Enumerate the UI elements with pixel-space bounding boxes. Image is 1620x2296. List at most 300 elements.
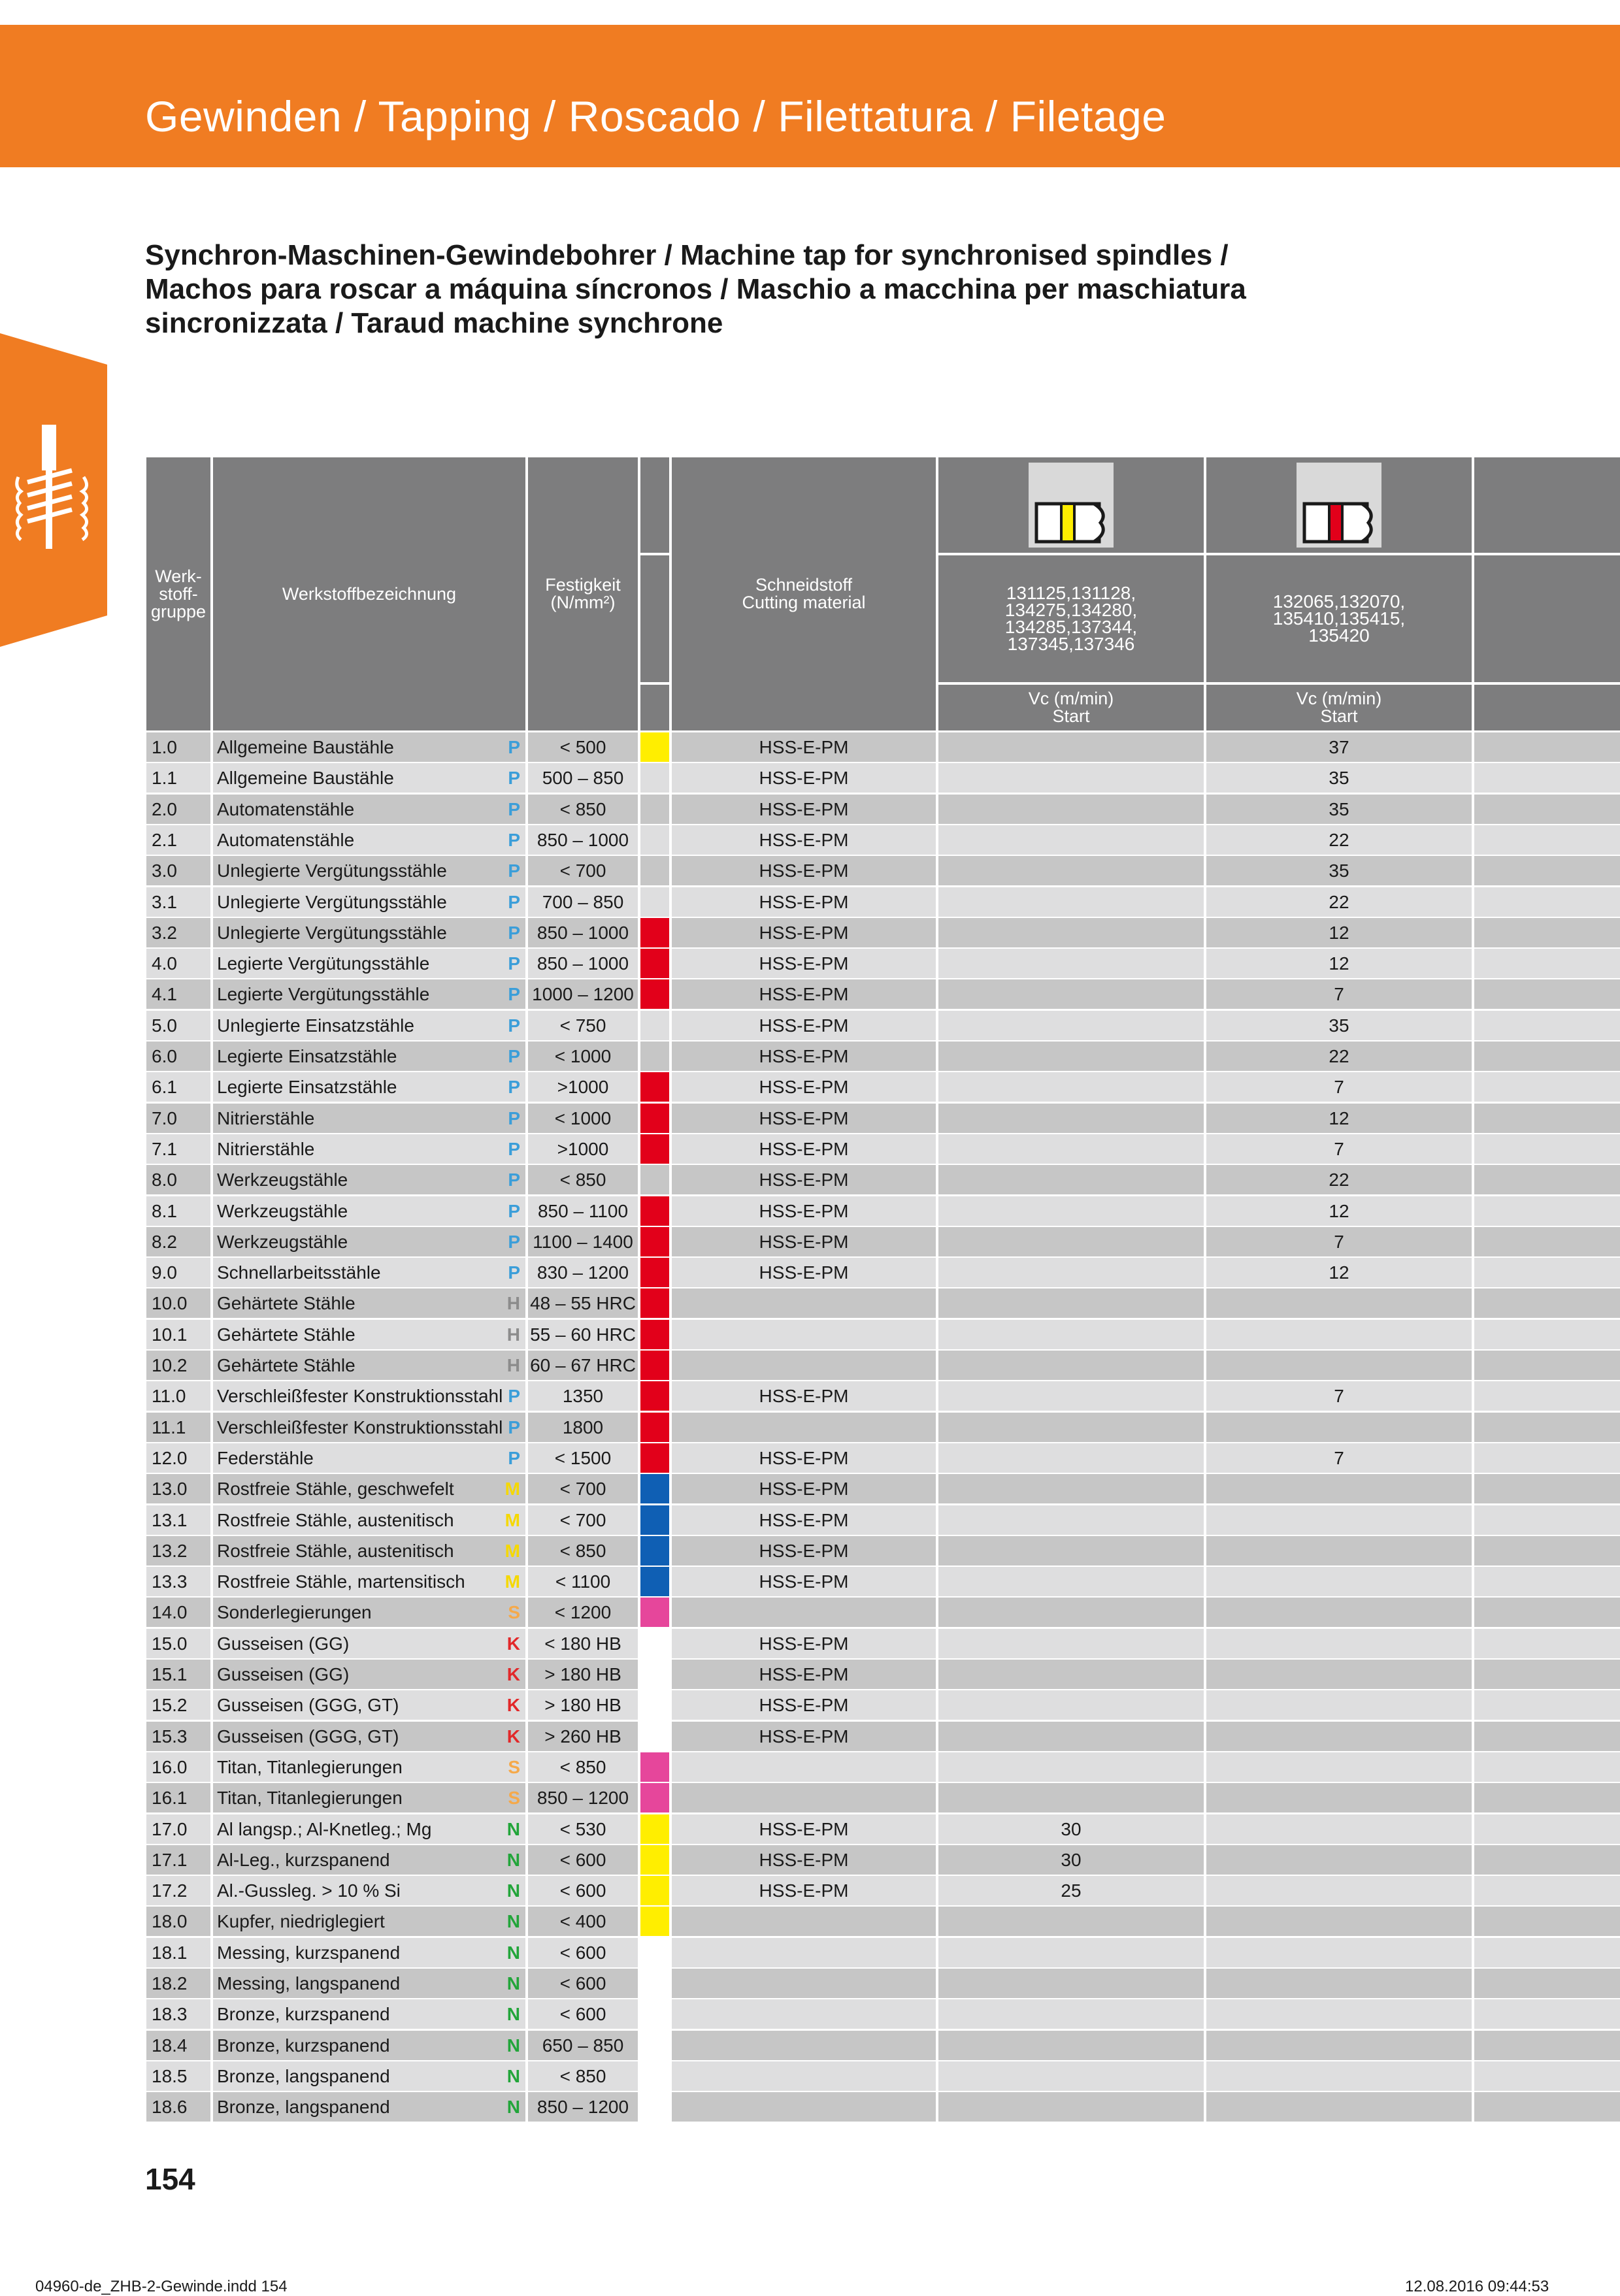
strength-value: < 850 bbox=[528, 1752, 638, 1782]
strength-value: > 260 HB bbox=[528, 1722, 638, 1751]
tapping-icon bbox=[14, 425, 93, 555]
subtitle-line: Machos para roscar a máquina síncronos / Maschio a macchina per maschiatura bbox=[145, 273, 1246, 305]
material-group: 3.1 bbox=[146, 887, 210, 917]
material-name: Werkzeugstähle bbox=[217, 1169, 348, 1190]
header-swatch-mid bbox=[640, 555, 669, 682]
material-name: Unlegierte Vergütungsstähle bbox=[217, 860, 447, 881]
strength-value: 850 – 1000 bbox=[528, 918, 638, 947]
tool1-cutting-speed bbox=[938, 1381, 1204, 1411]
tool2-cutting-speed: 7 bbox=[1206, 1227, 1472, 1256]
tool1-icon-box bbox=[1029, 463, 1114, 548]
material-name-cell bbox=[213, 1629, 525, 1658]
strength-value: < 700 bbox=[528, 1474, 638, 1503]
iso-group-label: M bbox=[504, 1540, 520, 1561]
tool1-cutting-speed bbox=[938, 1258, 1204, 1287]
material-name: Unlegierte Vergütungsstähle bbox=[217, 922, 447, 943]
iso-group-label: P bbox=[508, 891, 520, 912]
extra-column-cell bbox=[1474, 1814, 1620, 1844]
material-group: 8.0 bbox=[146, 1165, 210, 1194]
tool2-cutting-speed bbox=[1206, 1351, 1472, 1380]
tool2-cutting-speed: 35 bbox=[1206, 795, 1472, 824]
material-group: 15.0 bbox=[146, 1629, 210, 1658]
material-color-swatch bbox=[640, 1783, 669, 1812]
material-group: 4.0 bbox=[146, 949, 210, 978]
cutting-material: HSS-E-PM bbox=[672, 887, 936, 917]
material-group: 2.1 bbox=[146, 825, 210, 855]
tool2-cutting-speed bbox=[1206, 1598, 1472, 1627]
extra-column-cell bbox=[1474, 1165, 1620, 1194]
tool2-cutting-speed bbox=[1206, 1660, 1472, 1689]
strength-value: < 600 bbox=[528, 1845, 638, 1875]
footer-timestamp: 12.08.2016 09:44:53 bbox=[1405, 2278, 1549, 2295]
cutting-material bbox=[672, 1752, 936, 1782]
iso-group-label: S bbox=[508, 1756, 520, 1777]
material-color-swatch bbox=[640, 1907, 669, 1936]
tool1-cutting-speed bbox=[938, 1165, 1204, 1194]
tool1-cutting-speed bbox=[938, 1413, 1204, 1442]
tool1-cutting-speed bbox=[938, 2031, 1204, 2060]
material-name-cell bbox=[213, 1536, 525, 1566]
iso-group-label: N bbox=[506, 2035, 520, 2056]
material-color-swatch bbox=[640, 1536, 669, 1566]
iso-group-label: H bbox=[506, 1354, 520, 1375]
strength-value: < 750 bbox=[528, 1011, 638, 1040]
material-group: 17.2 bbox=[146, 1876, 210, 1905]
iso-group-label: P bbox=[508, 767, 520, 788]
material-name: Kupfer, niedriglegiert bbox=[217, 1911, 385, 1931]
tool1-cutting-speed bbox=[938, 1999, 1204, 2029]
strength-value: 830 – 1200 bbox=[528, 1258, 638, 1287]
tool1-cutting-speed bbox=[938, 1134, 1204, 1164]
material-color-swatch bbox=[640, 1660, 669, 1689]
material-color-swatch bbox=[640, 795, 669, 824]
tool1-cutting-speed bbox=[938, 795, 1204, 824]
tool2-cutting-speed bbox=[1206, 1536, 1472, 1566]
tool1-cutting-speed bbox=[938, 1536, 1204, 1566]
material-name-cell bbox=[213, 732, 525, 762]
strength-value: 1800 bbox=[528, 1413, 638, 1442]
iso-group-label: P bbox=[508, 1169, 520, 1190]
tool1-cutting-speed bbox=[938, 1938, 1204, 1967]
material-name: Sonderlegierungen bbox=[217, 1601, 372, 1622]
material-name: Federstähle bbox=[217, 1447, 314, 1468]
material-name: Verschleißfester Konstruktionsstahl bbox=[217, 1385, 503, 1406]
material-color-swatch bbox=[640, 1722, 669, 1751]
header-extra-bottom bbox=[1474, 685, 1620, 730]
page-title: Gewinden / Tapping / Roscado / Filettatura / Filetage bbox=[145, 92, 1166, 140]
strength-value: >1000 bbox=[528, 1134, 638, 1164]
extra-column-cell bbox=[1474, 1938, 1620, 1967]
material-color-swatch bbox=[640, 1104, 669, 1133]
material-group: 6.1 bbox=[146, 1072, 210, 1102]
cutting-material: HSS-E-PM bbox=[672, 979, 936, 1009]
cutting-material: HSS-E-PM bbox=[672, 763, 936, 793]
tool1-cutting-speed bbox=[938, 732, 1204, 762]
strength-value: < 1200 bbox=[528, 1598, 638, 1627]
iso-group-label: N bbox=[506, 1849, 520, 1870]
material-name-cell bbox=[213, 1938, 525, 1967]
header-tool1-icon-cell bbox=[938, 457, 1204, 553]
extra-column-cell bbox=[1474, 1567, 1620, 1596]
header-tool2-icon-cell bbox=[1206, 457, 1472, 553]
material-name: Gehärtete Stähle bbox=[217, 1324, 355, 1345]
tool1-cutting-speed bbox=[938, 1969, 1204, 1998]
material-color-swatch bbox=[640, 1011, 669, 1040]
strength-value: < 1500 bbox=[528, 1443, 638, 1473]
strength-value: < 1000 bbox=[528, 1041, 638, 1071]
material-color-swatch bbox=[640, 1320, 669, 1349]
cutting-material bbox=[672, 1783, 936, 1812]
material-name: Gusseisen (GG) bbox=[217, 1664, 350, 1684]
strength-value: < 850 bbox=[528, 2061, 638, 2091]
extra-column-cell bbox=[1474, 918, 1620, 947]
strength-value: < 600 bbox=[528, 1999, 638, 2029]
material-color-swatch bbox=[640, 856, 669, 885]
iso-group-label: P bbox=[508, 1107, 520, 1128]
header-tool1-vc: Vc (m/min) Start bbox=[938, 685, 1204, 730]
cutting-material bbox=[672, 2031, 936, 2060]
tool2-cutting-speed bbox=[1206, 1876, 1472, 1905]
extra-column-cell bbox=[1474, 979, 1620, 1009]
material-group: 17.1 bbox=[146, 1845, 210, 1875]
material-group: 18.3 bbox=[146, 1999, 210, 2029]
cutting-material: HSS-E-PM bbox=[672, 1227, 936, 1256]
tool1-cutting-speed bbox=[938, 1196, 1204, 1226]
iso-group-label: K bbox=[506, 1633, 520, 1654]
strength-value: < 700 bbox=[528, 856, 638, 885]
material-name-cell bbox=[213, 2031, 525, 2060]
section-subtitle bbox=[145, 238, 1308, 340]
material-group: 7.1 bbox=[146, 1134, 210, 1164]
material-name: Legierte Vergütungsstähle bbox=[217, 983, 430, 1004]
material-name-cell bbox=[213, 1783, 525, 1812]
material-name: Bronze, langspanend bbox=[217, 2096, 390, 2117]
extra-column-cell bbox=[1474, 1041, 1620, 1071]
iso-group-label: P bbox=[508, 983, 520, 1004]
iso-group-label: K bbox=[506, 1726, 520, 1747]
material-color-swatch bbox=[640, 1876, 669, 1905]
strength-value: 650 – 850 bbox=[528, 2031, 638, 2060]
extra-column-cell bbox=[1474, 1876, 1620, 1905]
material-name: Gusseisen (GGG, GT) bbox=[217, 1694, 399, 1715]
iso-group-label: P bbox=[508, 829, 520, 850]
material-name: Rostfreie Stähle, austenitisch bbox=[217, 1540, 454, 1561]
material-name-cell bbox=[213, 795, 525, 824]
subtitle-line: Synchron-Maschinen-Gewindebohrer / Machine tap for synchronised spindles / bbox=[145, 239, 1229, 271]
material-name: Werkzeugstähle bbox=[217, 1200, 348, 1221]
header-extra-mid bbox=[1474, 555, 1620, 682]
material-name-cell bbox=[213, 887, 525, 917]
extra-column-cell bbox=[1474, 1413, 1620, 1442]
material-group: 13.2 bbox=[146, 1536, 210, 1566]
cutting-material bbox=[672, 1907, 936, 1936]
strength-value: < 600 bbox=[528, 1938, 638, 1967]
material-name-cell bbox=[213, 1845, 525, 1875]
material-group: 10.1 bbox=[146, 1320, 210, 1349]
iso-group-label: H bbox=[506, 1292, 520, 1313]
material-group: 1.1 bbox=[146, 763, 210, 793]
strength-value: 850 – 1000 bbox=[528, 949, 638, 978]
strength-value: < 850 bbox=[528, 795, 638, 824]
iso-group-label: N bbox=[506, 1973, 520, 1993]
extra-column-cell bbox=[1474, 1104, 1620, 1133]
tool2-cutting-speed: 7 bbox=[1206, 1381, 1472, 1411]
cutting-material bbox=[672, 1413, 936, 1442]
strength-value: < 500 bbox=[528, 732, 638, 762]
tool1-cutting-speed bbox=[938, 1320, 1204, 1349]
iso-group-label: N bbox=[506, 2096, 520, 2117]
tool1-cutting-speed bbox=[938, 856, 1204, 885]
tool1-cutting-speed bbox=[938, 1722, 1204, 1751]
material-name-cell bbox=[213, 1134, 525, 1164]
material-name: Nitrierstähle bbox=[217, 1138, 315, 1159]
cutting-material bbox=[672, 1598, 936, 1627]
cutting-material bbox=[672, 1938, 936, 1967]
iso-group-label: S bbox=[508, 1601, 520, 1622]
material-name-cell bbox=[213, 1288, 525, 1318]
material-color-swatch bbox=[640, 1041, 669, 1071]
iso-group-label: P bbox=[508, 1417, 520, 1437]
strength-value: < 700 bbox=[528, 1505, 638, 1535]
tool1-cutting-speed bbox=[938, 979, 1204, 1009]
header-tool2-vc: Vc (m/min) Start bbox=[1206, 685, 1472, 730]
iso-group-label: P bbox=[508, 798, 520, 819]
strength-value: 1000 – 1200 bbox=[528, 979, 638, 1009]
tool2-cutting-speed: 12 bbox=[1206, 918, 1472, 947]
tool1-cutting-speed bbox=[938, 1629, 1204, 1658]
tool2-cutting-speed bbox=[1206, 1413, 1472, 1442]
tool1-cutting-speed bbox=[938, 1474, 1204, 1503]
material-group: 15.3 bbox=[146, 1722, 210, 1751]
strength-value: 1100 – 1400 bbox=[528, 1227, 638, 1256]
material-group: 9.0 bbox=[146, 1258, 210, 1287]
iso-group-label: N bbox=[506, 2065, 520, 2086]
side-tab bbox=[0, 333, 107, 647]
strength-value: 850 – 1100 bbox=[528, 1196, 638, 1226]
material-group: 15.2 bbox=[146, 1690, 210, 1720]
cutting-material: HSS-E-PM bbox=[672, 1876, 936, 1905]
tool1-cutting-speed bbox=[938, 1227, 1204, 1256]
material-name: Al.-Gussleg. > 10 % Si bbox=[217, 1880, 401, 1901]
extra-column-cell bbox=[1474, 2031, 1620, 2060]
tool2-cutting-speed: 7 bbox=[1206, 1134, 1472, 1164]
page-number: 154 bbox=[145, 2162, 195, 2196]
tool2-cutting-speed bbox=[1206, 1999, 1472, 2029]
tool2-cutting-speed bbox=[1206, 2061, 1472, 2091]
tool2-cutting-speed bbox=[1206, 1722, 1472, 1751]
tool2-cutting-speed bbox=[1206, 1288, 1472, 1318]
material-name: Gehärtete Stähle bbox=[217, 1354, 355, 1375]
material-name-cell bbox=[213, 1876, 525, 1905]
material-group: 11.0 bbox=[146, 1381, 210, 1411]
material-group: 12.0 bbox=[146, 1443, 210, 1473]
cutting-material: HSS-E-PM bbox=[672, 825, 936, 855]
cutting-material bbox=[672, 1288, 936, 1318]
cutting-material: HSS-E-PM bbox=[672, 1011, 936, 1040]
material-name: Legierte Einsatzstähle bbox=[217, 1045, 397, 1066]
material-name-cell bbox=[213, 979, 525, 1009]
extra-column-cell bbox=[1474, 1752, 1620, 1782]
material-group: 4.1 bbox=[146, 979, 210, 1009]
tool1-cutting-speed: 30 bbox=[938, 1814, 1204, 1844]
extra-column-cell bbox=[1474, 1783, 1620, 1812]
material-name-cell bbox=[213, 1011, 525, 1040]
tool2-cutting-speed bbox=[1206, 1969, 1472, 1998]
red-ring-tap-icon bbox=[1297, 480, 1381, 565]
strength-value: < 1100 bbox=[528, 1567, 638, 1596]
strength-value: 48 – 55 HRC bbox=[528, 1288, 638, 1318]
tool2-cutting-speed: 12 bbox=[1206, 1258, 1472, 1287]
iso-group-label: N bbox=[506, 1818, 520, 1839]
strength-value: 850 – 1200 bbox=[528, 2092, 638, 2122]
iso-group-label: K bbox=[506, 1694, 520, 1715]
tool2-cutting-speed bbox=[1206, 1845, 1472, 1875]
material-name: Bronze, kurzspanend bbox=[217, 2035, 390, 2056]
tool2-cutting-speed: 12 bbox=[1206, 949, 1472, 978]
material-color-swatch bbox=[640, 1752, 669, 1782]
material-name-cell bbox=[213, 1413, 525, 1442]
material-color-swatch bbox=[640, 2031, 669, 2060]
material-color-swatch bbox=[640, 1381, 669, 1411]
iso-group-label: S bbox=[508, 1787, 520, 1808]
material-name-cell bbox=[213, 1907, 525, 1936]
extra-column-cell bbox=[1474, 1536, 1620, 1566]
extra-column-cell bbox=[1474, 1629, 1620, 1658]
material-color-swatch bbox=[640, 1598, 669, 1627]
material-color-swatch bbox=[640, 763, 669, 793]
material-color-swatch bbox=[640, 1690, 669, 1720]
material-group: 1.0 bbox=[146, 732, 210, 762]
tool1-cutting-speed bbox=[938, 1752, 1204, 1782]
material-color-swatch bbox=[640, 1443, 669, 1473]
material-name: Nitrierstähle bbox=[217, 1107, 315, 1128]
material-color-swatch bbox=[640, 1165, 669, 1194]
tool1-cutting-speed bbox=[938, 1505, 1204, 1535]
tool1-cutting-speed bbox=[938, 1690, 1204, 1720]
iso-group-label: P bbox=[508, 953, 520, 974]
tool2-cutting-speed bbox=[1206, 1690, 1472, 1720]
tool2-cutting-speed: 12 bbox=[1206, 1196, 1472, 1226]
tool2-cutting-speed bbox=[1206, 1629, 1472, 1658]
material-color-swatch bbox=[640, 2061, 669, 2091]
tool1-cutting-speed bbox=[938, 1783, 1204, 1812]
material-group: 16.0 bbox=[146, 1752, 210, 1782]
material-name: Verschleißfester Konstruktionsstahl bbox=[217, 1417, 503, 1437]
material-name-cell bbox=[213, 1690, 525, 1720]
tool1-cutting-speed bbox=[938, 1351, 1204, 1380]
material-group: 5.0 bbox=[146, 1011, 210, 1040]
cutting-material bbox=[672, 1320, 936, 1349]
material-group: 7.0 bbox=[146, 1104, 210, 1133]
extra-column-cell bbox=[1474, 763, 1620, 793]
material-name-cell bbox=[213, 2092, 525, 2122]
material-name: Bronze, langspanend bbox=[217, 2065, 390, 2086]
iso-group-label: P bbox=[508, 1447, 520, 1468]
extra-column-cell bbox=[1474, 1443, 1620, 1473]
material-group: 18.1 bbox=[146, 1938, 210, 1967]
top-rule bbox=[0, 0, 1620, 1]
material-name-cell bbox=[213, 1969, 525, 1998]
extra-column-cell bbox=[1474, 1227, 1620, 1256]
material-group: 2.0 bbox=[146, 795, 210, 824]
extra-column-cell bbox=[1474, 1072, 1620, 1102]
material-name-cell bbox=[213, 1660, 525, 1689]
tool1-cutting-speed bbox=[938, 1907, 1204, 1936]
material-name: Gehärtete Stähle bbox=[217, 1292, 355, 1313]
strength-value: < 1000 bbox=[528, 1104, 638, 1133]
extra-column-cell bbox=[1474, 1660, 1620, 1689]
cutting-material bbox=[672, 1969, 936, 1998]
material-color-swatch bbox=[640, 1845, 669, 1875]
cutting-material: HSS-E-PM bbox=[672, 1505, 936, 1535]
material-name-cell bbox=[213, 1381, 525, 1411]
cutting-material: HSS-E-PM bbox=[672, 856, 936, 885]
cutting-material: HSS-E-PM bbox=[672, 1536, 936, 1566]
material-color-swatch bbox=[640, 1288, 669, 1318]
iso-group-label: M bbox=[504, 1571, 520, 1592]
cutting-material: HSS-E-PM bbox=[672, 918, 936, 947]
extra-column-cell bbox=[1474, 949, 1620, 978]
material-name: Schnellarbeitsstähle bbox=[217, 1262, 381, 1283]
material-group: 8.1 bbox=[146, 1196, 210, 1226]
header-swatch-bottom bbox=[640, 685, 669, 730]
tool1-cutting-speed bbox=[938, 1598, 1204, 1627]
material-name-cell bbox=[213, 1104, 525, 1133]
strength-value: 500 – 850 bbox=[528, 763, 638, 793]
cutting-material: HSS-E-PM bbox=[672, 1814, 936, 1844]
material-name: Gusseisen (GG) bbox=[217, 1633, 350, 1654]
material-name: Legierte Vergütungsstähle bbox=[217, 953, 430, 974]
material-color-swatch bbox=[640, 1629, 669, 1658]
cutting-material: HSS-E-PM bbox=[672, 1196, 936, 1226]
strength-value: 60 – 67 HRC bbox=[528, 1351, 638, 1380]
material-color-swatch bbox=[640, 887, 669, 917]
cutting-material bbox=[672, 1999, 936, 2029]
iso-group-label: P bbox=[508, 1015, 520, 1036]
material-name: Automatenstähle bbox=[217, 798, 355, 819]
material-name: Rostfreie Stähle, austenitisch bbox=[217, 1509, 454, 1530]
material-name-cell bbox=[213, 1474, 525, 1503]
tool2-cutting-speed: 22 bbox=[1206, 1041, 1472, 1071]
header-extra-top bbox=[1474, 457, 1620, 553]
tool1-cutting-speed: 30 bbox=[938, 1845, 1204, 1875]
material-color-swatch bbox=[640, 1134, 669, 1164]
cutting-material: HSS-E-PM bbox=[672, 732, 936, 762]
tool2-cutting-speed: 37 bbox=[1206, 732, 1472, 762]
header-tool1-articles: 131125,131128, 134275,134280, 134285,137344, 137345,137346 bbox=[938, 555, 1204, 682]
material-group: 17.0 bbox=[146, 1814, 210, 1844]
material-name-cell bbox=[213, 1814, 525, 1844]
tool2-cutting-speed: 35 bbox=[1206, 1011, 1472, 1040]
cutting-material: HSS-E-PM bbox=[672, 1629, 936, 1658]
cutting-material: HSS-E-PM bbox=[672, 1660, 936, 1689]
tool2-cutting-speed bbox=[1206, 1752, 1472, 1782]
material-color-swatch bbox=[640, 1938, 669, 1967]
footer-file-info: 04960-de_ZHB-2-Gewinde.indd 154 bbox=[35, 2278, 288, 2295]
material-color-swatch bbox=[640, 2092, 669, 2122]
strength-value: < 600 bbox=[528, 1969, 638, 1998]
iso-group-label: N bbox=[506, 1942, 520, 1963]
tool1-cutting-speed bbox=[938, 1011, 1204, 1040]
cutting-material bbox=[672, 2092, 936, 2122]
material-color-swatch bbox=[640, 1413, 669, 1442]
cutting-material: HSS-E-PM bbox=[672, 1474, 936, 1503]
material-color-swatch bbox=[640, 1227, 669, 1256]
cutting-material bbox=[672, 1351, 936, 1380]
strength-value: < 600 bbox=[528, 1876, 638, 1905]
material-name-cell bbox=[213, 1598, 525, 1627]
tool1-cutting-speed bbox=[938, 918, 1204, 947]
